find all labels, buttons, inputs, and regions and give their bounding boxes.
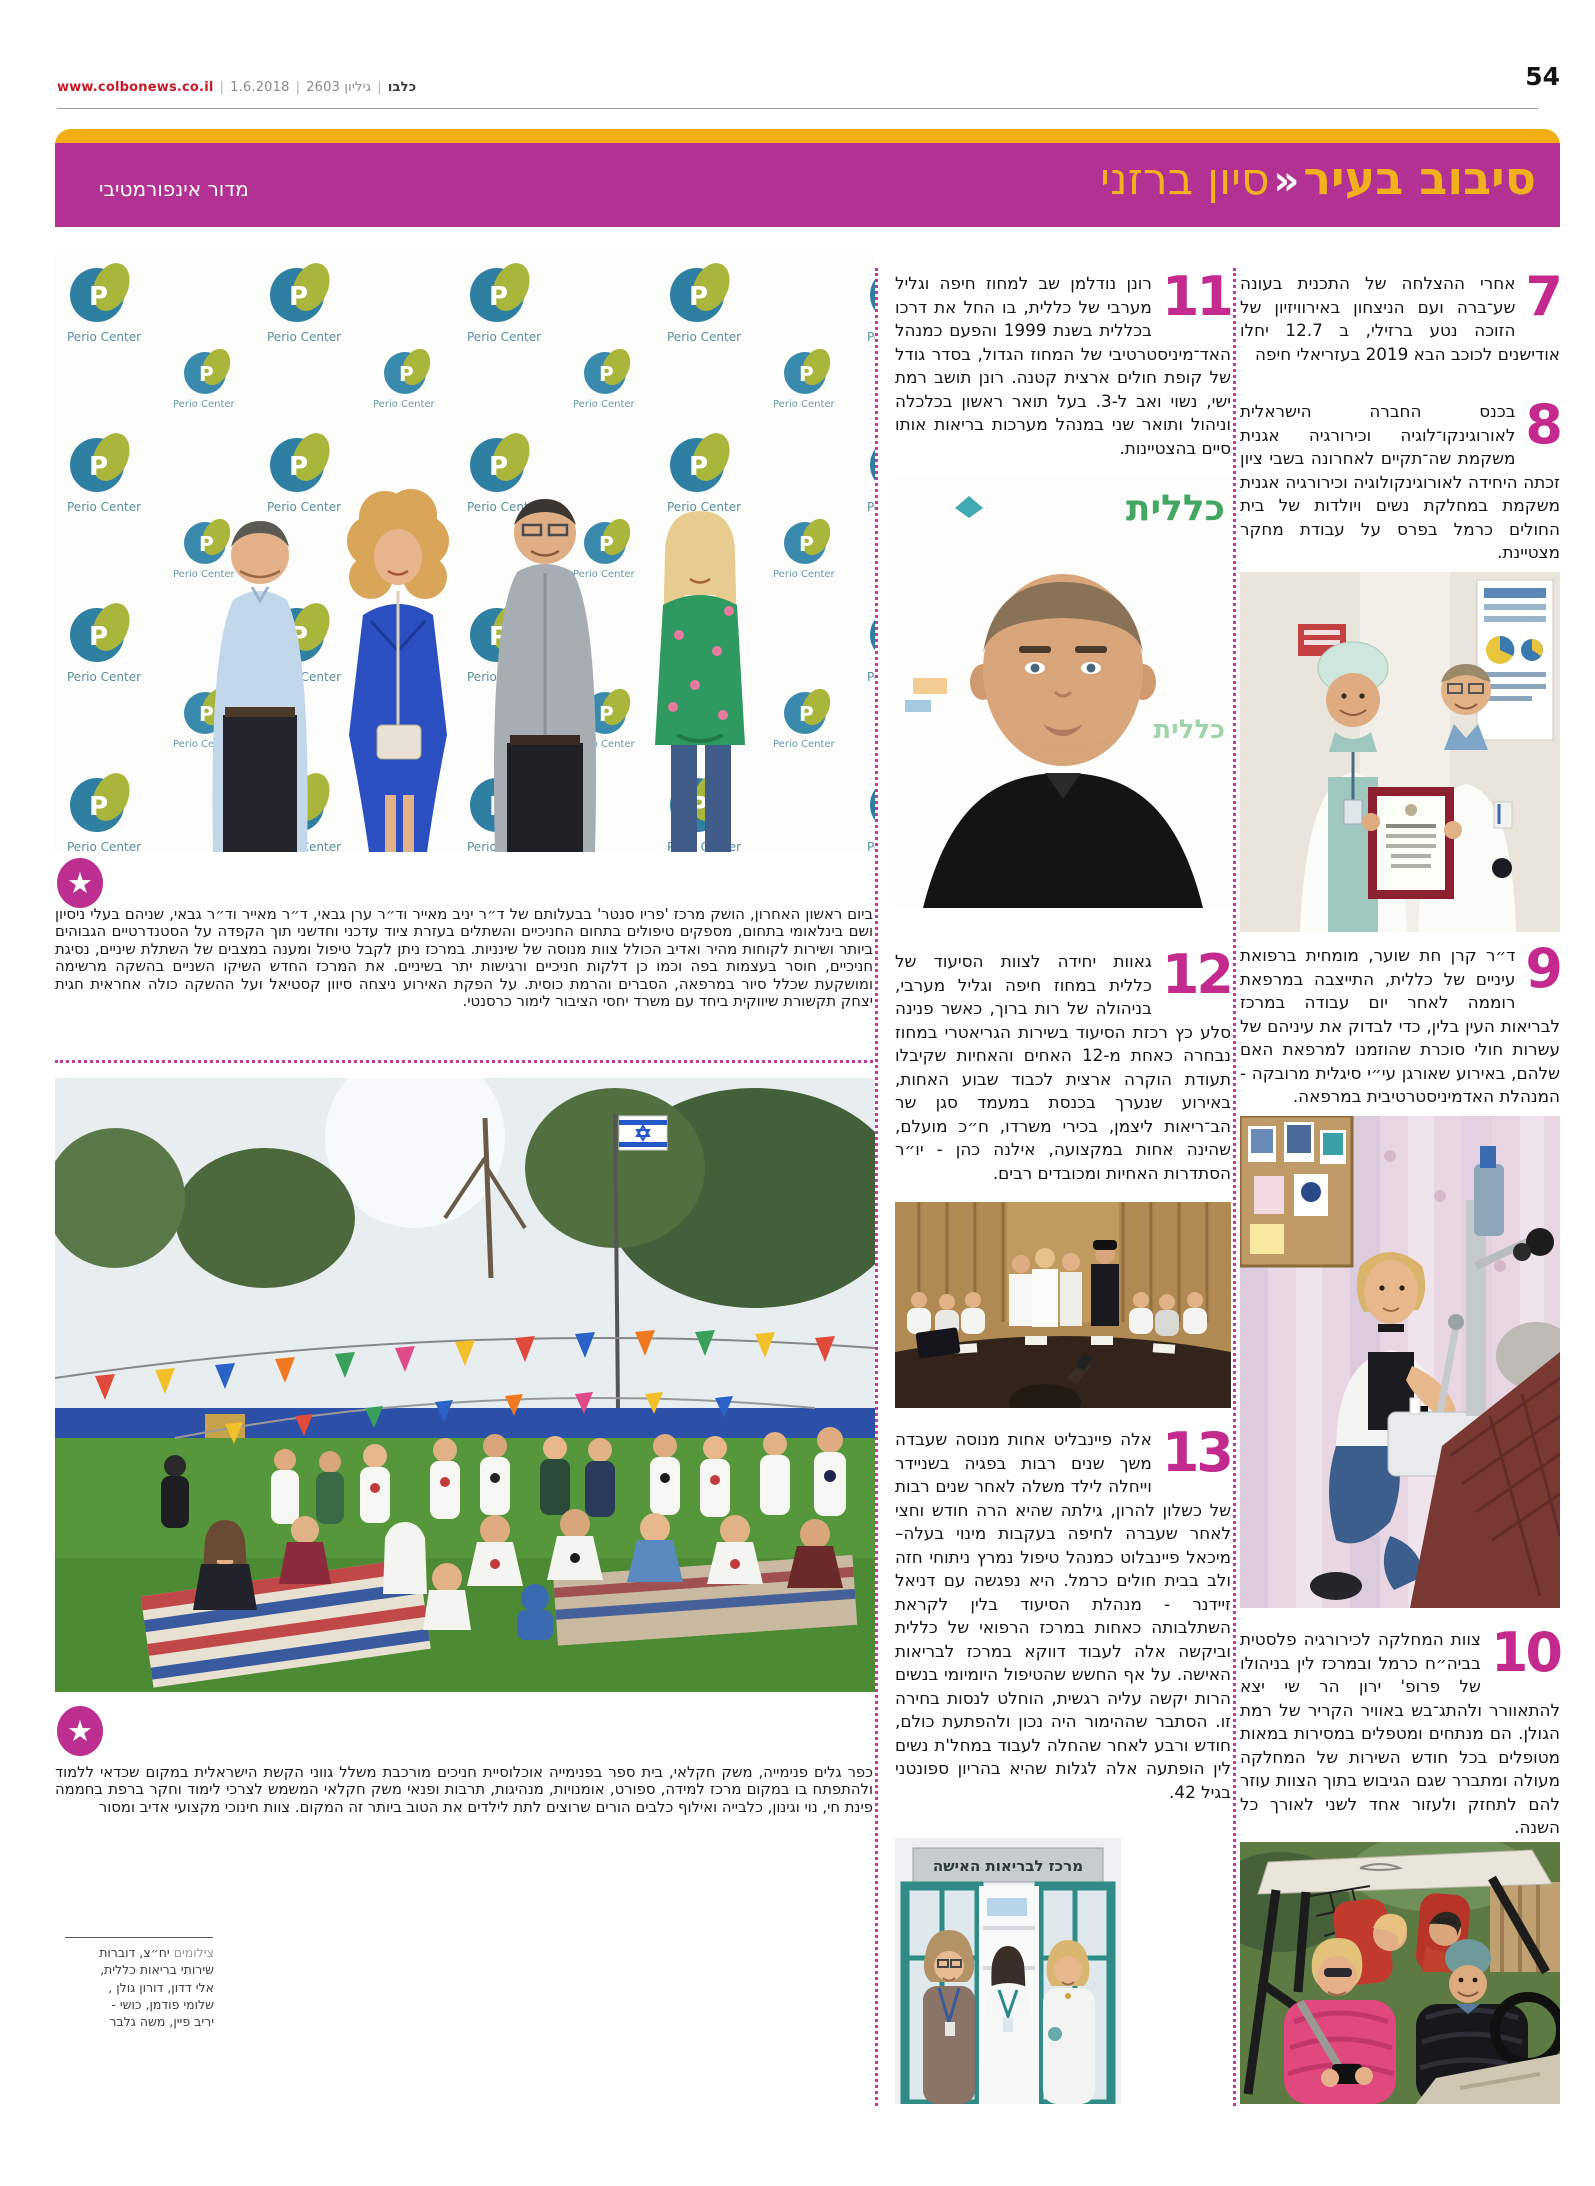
item-text: גאוות יחידה לצוות הסיעוד של כללית במחוז חיפה וגליל מערבי, בניהולה של רות ברוך, כאשר פנינה סלע כץ רכזת הסיעוד בשירות הגריאטרי במחוז נבחרה כאחת מ-12 האחים והאחיות שקיבלו תעודת הוקרה ארצית לכבוד שבוע האחות, באירוע שנערך בכנסת במעמד סגן שר הב־ריאות ליצמן, בכירי משרדו, ח״כ מועלם, שהינה אחות במקצועה, אילנה כהן - יו״ר הסתדרות האחיות ומכובדים רבים. — [895, 951, 1231, 1183]
banner-yellow-stripe — [55, 129, 1560, 143]
credits-label: צילומים — [173, 1945, 214, 1960]
outdoor-event-illustration — [55, 1078, 875, 1692]
separator: | — [377, 80, 382, 95]
news-item-10 — [1240, 1621, 1560, 1840]
photo-doctors-certificate — [1240, 572, 1560, 932]
photo-womens-health-center — [895, 1838, 1121, 2104]
item-number: 8 — [1525, 393, 1560, 456]
credits-text: יח״צ, דוברות — [99, 1945, 170, 1960]
star-glyph: ★ — [67, 1713, 93, 1748]
woman-blue-dress — [347, 489, 449, 852]
credits-rule — [65, 1937, 213, 1938]
star-glyph: ★ — [67, 865, 93, 900]
news-item-8 — [1240, 393, 1560, 565]
news-item-11 — [895, 265, 1231, 460]
photo-kfar-galim-event — [55, 1078, 875, 1692]
section-title: סיבוב בעיר — [1303, 151, 1536, 205]
bulletin-board — [1240, 1116, 1352, 1266]
credits-line: אלי דדון, דורון גולן , — [108, 1979, 214, 1995]
guillemet-icon: « — [1273, 158, 1300, 204]
issue-date: 1.6.2018 — [230, 80, 290, 95]
eye-exam-illustration — [1240, 1116, 1560, 1608]
separator: | — [295, 80, 301, 95]
perio-launch-illustration — [55, 255, 875, 852]
item-number: 11 — [1161, 265, 1231, 328]
site-url: www.colbonews.co.il — [57, 80, 214, 95]
caption-divider — [55, 1060, 873, 1063]
clinic-sign-text: מרכז לבריאות האישה — [932, 1857, 1084, 1875]
news-item-7 — [1240, 265, 1560, 366]
photo-knesset-ceremony — [895, 1202, 1231, 1408]
buggy-illustration — [1240, 1842, 1560, 2104]
perio-caption: ביום ראשון האחרון, הושק מרכז 'פריו סנטר' בבעלותם של ד״ר יניב מאייר וד״ר ערן גבאי, ד״ר מאייר וד״ר גבאי, שניהם בעלי ניסיון ושם בינלאומי בתחום, מספקים טיפולים בתחום החניכיים והשתלים בעזרת ציוד עדכני וחדשני תוך הקפדה על הסטנדרטיים הגבוהים ביותר ושירות לקוחות מהיר ואדיב הכולל צוות מנוסה של שינניות. במרכז ניתן לקבל טיפול ומענה במצבים של השתלת שיניים, נסיגת חניכיים, חוסר בעצמות בפה וכמו כן דלקות חניכיים ורגישות יתר בשיניים. את המרכז החדש השיקו השניים בהשקה מרשימה ומושקעת שכלל סיור במרפאה, הסברים והרמת כוסית. על הפקת האירוע ניצחה סיוון קסטיאל ועל ההשקה כולה אחראית חגית יצחק תקשורת שיווקית ביחד עם משרד יחסי הציבור לימור כרסנטי. — [55, 906, 873, 1011]
item-text: צוות המחלקה לכירורגיה פלסטית בביה״ח כרמל ובמרכז לין בניהולו של פרופ' ירון הר שי יצא להתאוורר ולהתג־בש באוויר הקריר של רמת הגולן. הם מנתחים ומטפלים במסירות במאות מטופלים בכל חודש השירות של המחלקה מעולה ומתברר שגם הגיבוש בתוך הצוות עוזר להם לתחזק ולעזור אחד לשני לאורך כל השנה. — [1240, 1629, 1560, 1838]
photo-eye-exam — [1240, 1116, 1560, 1608]
section-author: סיון ברזני — [1100, 154, 1270, 205]
perio-step-and-repeat-wall — [55, 255, 875, 852]
staff-women — [923, 1930, 1095, 2104]
news-item-12 — [895, 943, 1231, 1185]
item-number: 9 — [1525, 937, 1560, 1000]
item-number: 10 — [1490, 1621, 1560, 1684]
item-number: 12 — [1161, 943, 1231, 1006]
doctors-certificate-illustration — [1240, 572, 1560, 932]
item-text: ד״ר קרן חת שוער, מומחית ברפואת עיניים של כללית, התייצבה במרפאת רוממה לאחר יום עבודה במרכז לבריאות העין בלין, כדי לבדוק את עיניהם של עשרות חולי סוכרת שהוזמנו למרפאת האם שלהם, באירוע שאורגן עי״י סיגלית מרובקה - המנהלת האדמיניסטרטיבית במרפאה. — [1240, 945, 1560, 1107]
star-icon — [57, 858, 103, 908]
item-text: רונן נודלמן שב למחוז חיפה וגליל מערבי של כללית, בו החל את דרכו בכללית בשנת 1999 והפעם כמנהל האד־מיניסטרטיבי של המחוז הגדול, בסדר גודל של קופת חולים ארצית קטנה. רונן תושב רמת ישי, נשוי ואב ל-3. בעל תואר ראשון בכלכלה וניהול ותואר שני במנהל מערכות בריאות אותו סיים בהצטיינות. — [895, 273, 1231, 458]
issue-number: גיליון 2603 — [306, 80, 372, 95]
column-divider-left — [875, 268, 878, 2106]
photo-buggy-team — [1240, 1842, 1560, 2104]
credits-line: שירותי בריאות כללית, — [100, 1962, 214, 1978]
item-number: 13 — [1161, 1421, 1231, 1484]
banner-body — [55, 143, 1560, 227]
credits-line: שלומי פודמן, כושי - — [111, 1996, 214, 2012]
paper-name: כלבו — [387, 80, 417, 95]
news-item-13 — [895, 1421, 1231, 1804]
header-meta — [57, 80, 416, 95]
separator: | — [219, 80, 225, 95]
portrait-illustration — [895, 478, 1231, 908]
subsection-label: מדור אינפורמטיבי — [99, 177, 249, 201]
photo-ronen-portrait — [895, 478, 1231, 908]
star-icon — [57, 1706, 103, 1756]
clinic-entrance-illustration — [895, 1838, 1121, 2104]
svg-text:כללית: כללית — [1153, 715, 1225, 745]
certificate — [1362, 787, 1462, 899]
credits-line — [62, 1944, 214, 1961]
photo-credits — [62, 1944, 214, 2030]
section-headline — [1100, 151, 1536, 205]
news-item-9 — [1240, 937, 1560, 1109]
page-number: 54 — [1525, 62, 1560, 91]
column-divider-right — [1233, 268, 1236, 2106]
item-text: בכנס החברה הישראלית לאורוגינקו־לוגיה וכירורגיה אגנית משקמת שה־תקיים לאחרונה בשבי ציון זכתה היחידה לאורוגינקולוגיה וכירורגיה אגנית משקמת במחלקת נשים ויולדות של בית החולים כרמל בפרס על עבודת מחקר מצטיינת. — [1240, 401, 1560, 563]
section-banner — [55, 129, 1560, 227]
item-text: אחרי ההצלחה של התכנית בעונה שע־ברה ועם הניצחון באירוויזיון של הזוכה נטע ברזילי, ב 12.7 יחלו אודישנים לכוכב הבא 2019 בעזריאלי חיפה — [1240, 273, 1560, 364]
knesset-illustration — [895, 1202, 1231, 1408]
credits-line: יריב פיין, משה גלבר — [109, 2014, 214, 2029]
photo-perio-launch — [55, 255, 875, 852]
item-number: 7 — [1525, 265, 1560, 328]
kfar-galim-caption: כפר גלים פנימייה, משק חקלאי, בית ספר בפנימייה אוכלוסיית חניכים מורכבת משלל גווני הקשת הישראלית במקום שכדאי ללמוד ולהתפתח בו במקום מרכז למידה, ספורט, אומנויות, מנהיגות, תרבות ופנאי משק חקלאי המשמש לצרכי לימוד וחקר ברפת בחממה פינת חי, נוי וגינון, כלבייה ואילוף כלבים הורים שרוצים לתת לילדים את הטוב ביותר זה המקום. צוות חינוכי מקצועי אדיב ומסור — [55, 1764, 873, 1816]
svg-text:כללית: כללית — [1125, 488, 1225, 529]
item-text: אלה פיינבליט אחות מנוסה שעבדה משך שנים רבות בפגיה בשניידר וייחלה לילד משלה לאחר שנים רבות של כשלון להרון, גילתה שהיא הרה חודש וחצי לאחר שעברה לחיפה בעקבות מינוי בעלה– מיכאל פיינבלוט כמנהל טיפול נמרץ ניתוחי חזה ולב בבית חולים כרמל. היא נפגשה עם דניאל זיידנר - מנהלת הסיעוד בלין לקראת השתלבותה כאחות במרכז הרפואי של כללית וביקשה אלה לעבוד דווקא במרכז לבריאות האישה. על אף החשש שהטיפול היומיומי בנשים הרות יקשה עליה רגשית, הוחלט לנסות בחירה זו. הסתבר שההימור היה נכון ולהפתעת כולם, חודש ורבע לאחר שהחלה לעבוד במחל'ת נשים לין הופתעה אלה לגלות שהיא בהריון ספונטני בגיל 42. — [895, 1429, 1231, 1802]
header-rule — [57, 108, 1538, 109]
